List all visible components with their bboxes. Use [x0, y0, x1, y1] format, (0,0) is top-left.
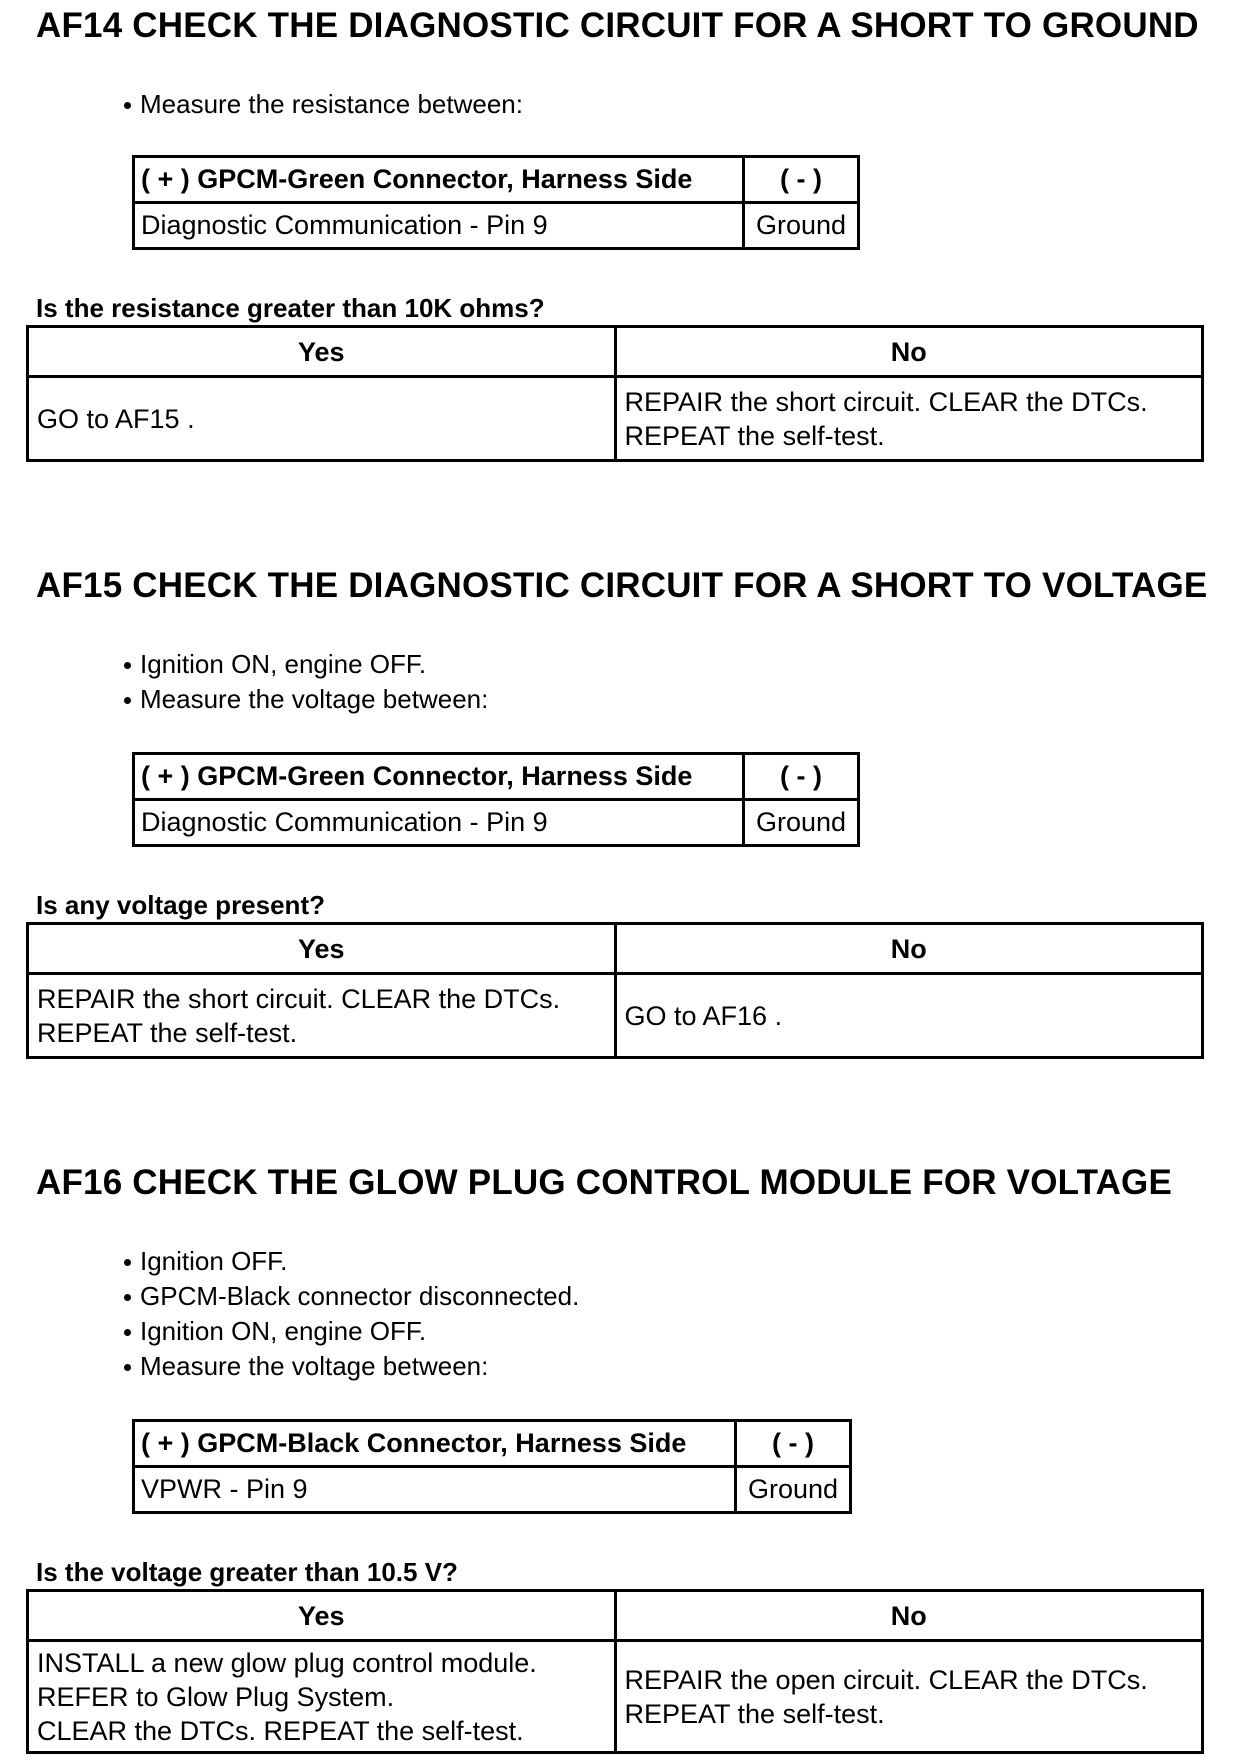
step-title-af14: AF14 CHECK THE DIAGNOSTIC CIRCUIT FOR A SHORT TO GROUND — [36, 6, 1199, 45]
no-action: REPAIR the open circuit. CLEAR the DTCs. REPEAT the self-test. — [615, 1641, 1203, 1753]
instruction-list-af14 — [122, 87, 523, 122]
positive-lead-point: Diagnostic Communication - Pin 9 — [134, 203, 744, 249]
negative-lead-header: ( - ) — [744, 157, 859, 203]
measurement-table-af15 — [132, 752, 860, 847]
question-af15: Is any voltage present? — [36, 890, 325, 920]
negative-lead-point: Ground — [744, 800, 859, 846]
no-header: No — [615, 1591, 1203, 1641]
answer-table-af14 — [26, 325, 1204, 462]
no-action: GO to AF16 . — [615, 974, 1203, 1058]
answer-table-af16 — [26, 1589, 1204, 1754]
yes-header: Yes — [28, 1591, 616, 1641]
yes-action: INSTALL a new glow plug control module. REFER to Glow Plug System. CLEAR the DTCs. REPEAT the self-test. — [28, 1641, 616, 1753]
yes-action: GO to AF15 . — [28, 377, 616, 461]
instruction-item: Ignition ON, engine OFF. — [122, 1314, 579, 1349]
instruction-list-af16 — [122, 1244, 579, 1384]
positive-lead-header: ( + ) GPCM-Green Connector, Harness Side — [134, 157, 744, 203]
negative-lead-point: Ground — [736, 1467, 851, 1513]
positive-lead-point: Diagnostic Communication - Pin 9 — [134, 800, 744, 846]
positive-lead-point: VPWR - Pin 9 — [134, 1467, 736, 1513]
step-title-af16: AF16 CHECK THE GLOW PLUG CONTROL MODULE FOR VOLTAGE — [36, 1163, 1173, 1202]
question-af14: Is the resistance greater than 10K ohms? — [36, 293, 545, 323]
no-header: No — [615, 327, 1203, 377]
instruction-item: Ignition OFF. — [122, 1244, 579, 1279]
answer-table-af15 — [26, 922, 1204, 1059]
instruction-item: Measure the resistance between: — [122, 87, 523, 122]
no-header: No — [615, 924, 1203, 974]
instruction-item: Measure the voltage between: — [122, 682, 488, 717]
question-af16: Is the voltage greater than 10.5 V? — [36, 1557, 458, 1587]
negative-lead-header: ( - ) — [736, 1421, 851, 1467]
positive-lead-header: ( + ) GPCM-Green Connector, Harness Side — [134, 754, 744, 800]
instruction-item: Ignition ON, engine OFF. — [122, 647, 488, 682]
positive-lead-header: ( + ) GPCM-Black Connector, Harness Side — [134, 1421, 736, 1467]
step-title-af15: AF15 CHECK THE DIAGNOSTIC CIRCUIT FOR A SHORT TO VOLTAGE — [36, 566, 1208, 605]
yes-action: REPAIR the short circuit. CLEAR the DTCs. REPEAT the self-test. — [28, 974, 616, 1058]
measurement-table-af14 — [132, 155, 860, 250]
no-action: REPAIR the short circuit. CLEAR the DTCs. REPEAT the self-test. — [615, 377, 1203, 461]
negative-lead-header: ( - ) — [744, 754, 859, 800]
instruction-item: GPCM-Black connector disconnected. — [122, 1279, 579, 1314]
yes-header: Yes — [28, 327, 616, 377]
yes-header: Yes — [28, 924, 616, 974]
negative-lead-point: Ground — [744, 203, 859, 249]
instruction-item: Measure the voltage between: — [122, 1349, 579, 1384]
measurement-table-af16 — [132, 1419, 852, 1514]
instruction-list-af15 — [122, 647, 488, 717]
